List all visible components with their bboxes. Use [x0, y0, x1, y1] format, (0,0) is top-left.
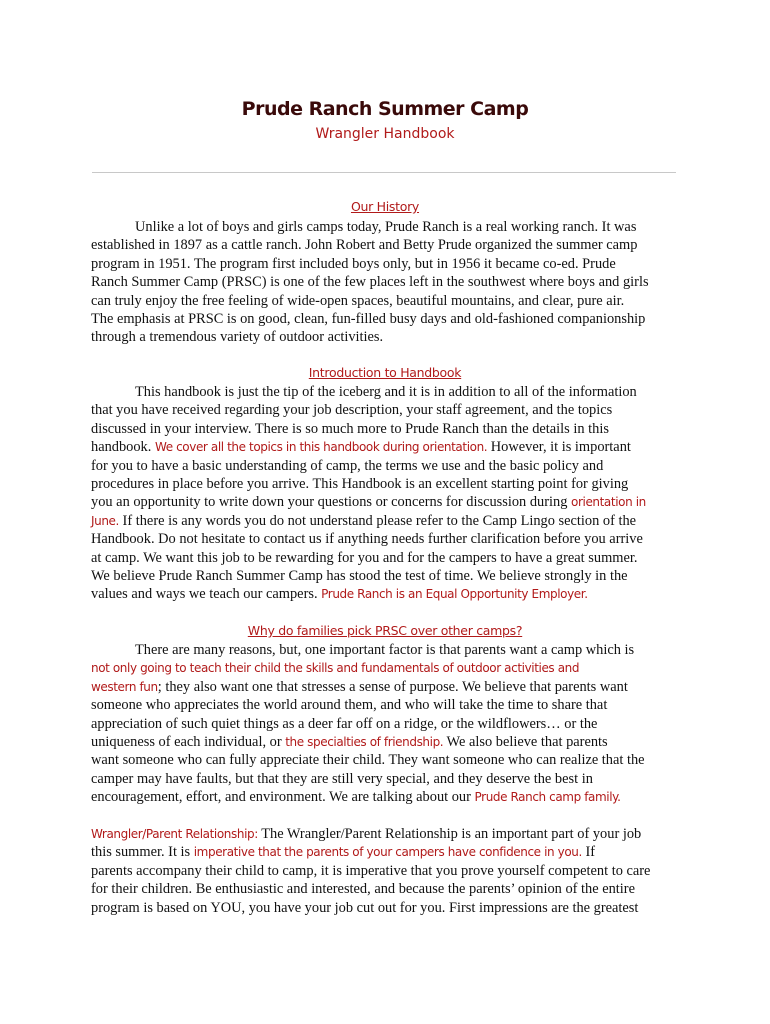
introduction-paragraph [91, 383, 681, 604]
text-run: If [581, 844, 596, 861]
text-line [91, 678, 681, 696]
text-line: program in 1951. The program first included boys only, but in 1956 it became co-ed. Prude [91, 255, 616, 272]
text-run: uniqueness of each individual, or [91, 734, 286, 751]
text-line: want someone who can fully appreciate their child. They want someone who can realize that the [91, 752, 645, 769]
text-line: This handbook is just the tip of the iceberg and it is in addition to all of the information [135, 384, 637, 400]
highlighted-text: imperative that the parents of your campers have confidence in you. [193, 845, 582, 860]
text-line: at camp. We want this job to be rewarding for you and for the campers to have a great summer. [91, 549, 638, 566]
text-run: this summer. It is [91, 844, 194, 861]
section-heading-families: Why do families pick PRSC over other camps? [247, 623, 523, 638]
text-line: There are many reasons, but, one important factor is that parents want a camp which is [135, 642, 635, 658]
text-run: you an opportunity to write down your questions or concerns for discussion during [91, 494, 572, 511]
text-run: The Wrangler/Parent Relationship is an important part of your job [257, 826, 642, 842]
text-line: program is based on YOU, you have your job cut out for you. First impressions are the greatest [91, 899, 639, 916]
section-heading-introduction: Introduction to Handbook [308, 365, 462, 380]
text-line: parents accompany their child to camp, it is imperative that you prove yourself competent to care [91, 862, 651, 879]
text-line: someone who appreciates the world around them, and who will take the time to share that [91, 697, 608, 714]
text-line: appreciation of such quiet things as a deer far off on a ridge, or the wildflowers… or the [91, 715, 598, 732]
text-run: encouragement, effort, and environment. We are talking about our [91, 789, 475, 806]
text-line: Unlike a lot of boys and girls camps today, Prude Ranch is a real working ranch. It was [135, 219, 637, 235]
text-run: handbook. [91, 439, 155, 456]
highlighted-text: not only going to teach their child the skills and fundamentals of outdoor activities and [91, 661, 580, 676]
text-line [91, 512, 681, 530]
text-line [91, 825, 681, 843]
text-run: ; they also want one that stresses a sense of purpose. We believe that parents want [157, 678, 628, 695]
text-line: for their children. Be enthusiastic and interested, and because the parents’ opinion of the entire [91, 881, 635, 898]
text-line: can truly enjoy the free feeling of wide-open spaces, beautiful mountains, and clear, pure air. [91, 292, 625, 309]
document-title: Prude Ranch Summer Camp [241, 98, 529, 120]
families-paragraph [91, 641, 681, 807]
text-line: We believe Prude Ranch Summer Camp has stood the test of time. We believe strongly in the [91, 568, 628, 585]
text-run: If there is any words you do not understand please refer to the Camp Lingo section of the [118, 512, 637, 529]
text-line: Handbook. Do not hesitate to contact us if anything needs further clarification before you arrive [91, 531, 643, 548]
text-line [91, 659, 681, 677]
text-line [91, 733, 681, 751]
highlighted-text: We cover all the topics in this handbook during orientation. [154, 440, 488, 455]
text-run: values and ways we teach our campers. [91, 586, 322, 603]
history-paragraph [91, 218, 681, 347]
text-line: that you have received regarding your job description, your staff agreement, and the topics [91, 402, 613, 419]
text-run: However, it is important [487, 439, 631, 456]
text-line: for you to have a basic understanding of camp, the terms we use and the basic policy and [91, 457, 604, 474]
highlighted-text: the specialties of friendship. [285, 735, 444, 750]
text-line: through a tremendous variety of outdoor activities. [91, 329, 384, 346]
wrangler-parent-paragraph [91, 825, 681, 917]
highlighted-text: orientation in [571, 495, 646, 510]
highlighted-text: June. [91, 513, 119, 528]
highlighted-text: western fun [91, 679, 158, 694]
text-line [91, 438, 681, 456]
text-line: camper may have faults, but that they are still very special, and they deserve the best in [91, 770, 593, 787]
text-line [91, 493, 681, 511]
header-divider [92, 172, 676, 173]
text-line: Ranch Summer Camp (PRSC) is one of the few places left in the southwest where boys and girls [91, 274, 649, 291]
inline-heading: Wrangler/Parent Relationship: [91, 827, 258, 841]
highlighted-text: Prude Ranch camp family. [474, 790, 621, 805]
text-line [91, 843, 681, 861]
highlighted-text: Prude Ranch is an Equal Opportunity Employer. [321, 587, 588, 602]
text-run: We also believe that parents [443, 734, 608, 751]
text-line [91, 585, 681, 603]
text-line: established in 1897 as a cattle ranch. John Robert and Betty Prude organized the summer camp [91, 237, 638, 254]
text-line: procedures in place before you arrive. This Handbook is an excellent starting point for giving [91, 476, 629, 493]
text-line: discussed in your interview. There is so much more to Prude Ranch than the details in this [91, 420, 609, 437]
text-line: The emphasis at PRSC is on good, clean, fun-filled busy days and old-fashioned companionship [91, 311, 646, 328]
text-line [91, 788, 681, 806]
section-heading-history: Our History [350, 199, 420, 214]
document-subtitle: Wrangler Handbook [315, 126, 455, 142]
